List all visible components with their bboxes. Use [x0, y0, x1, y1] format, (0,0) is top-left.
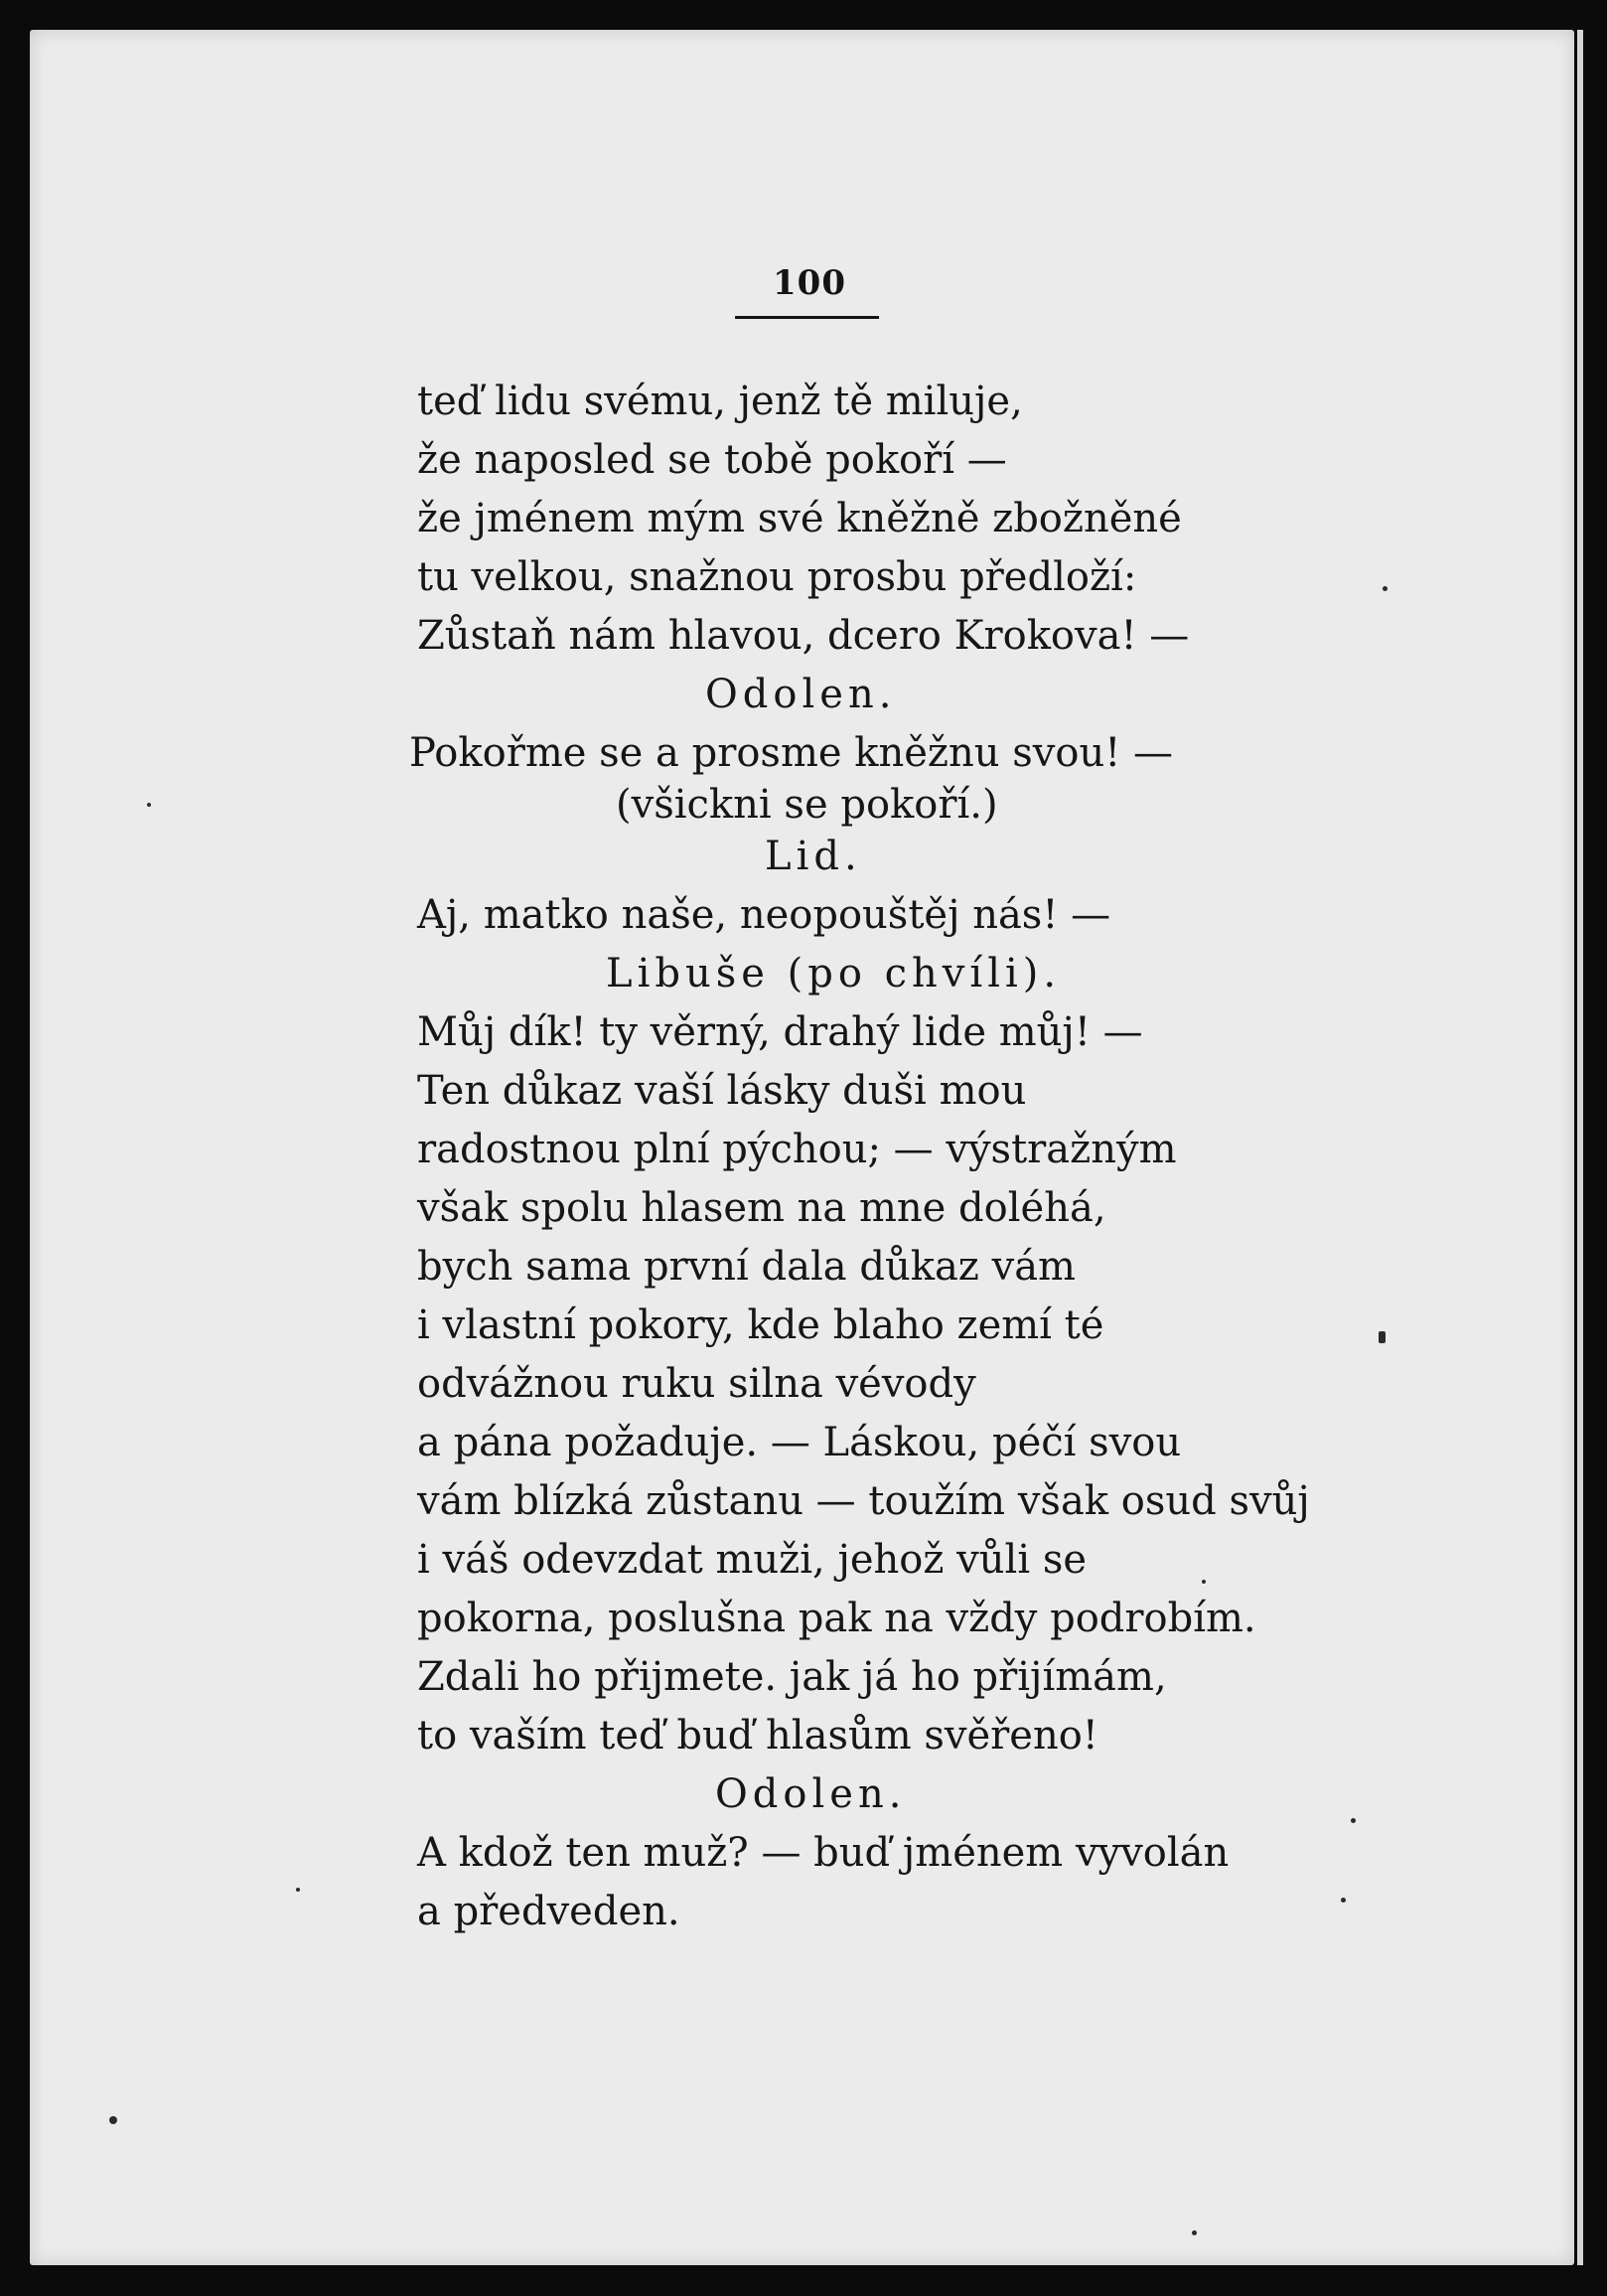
- speaker-name: Libuše (po chvíli).: [606, 951, 1062, 996]
- verse-line: Pokořme se a prosme kněžnu svou! —: [409, 730, 1174, 776]
- stage-direction: (všickni se pokoří.): [616, 782, 998, 828]
- verse-line: teď lidu svému, jenž tě miluje,: [417, 379, 1023, 424]
- speaker-name: Odolen.: [715, 1771, 907, 1817]
- verse-line: A kdož ten muž? — buď jménem vyvolán: [417, 1830, 1230, 1876]
- scan-speck: [109, 2116, 117, 2124]
- scan-speck: [1341, 1898, 1346, 1903]
- speaker-name: Odolen.: [705, 672, 897, 717]
- verse-line: a pána požaduje. — Láskou, péčí svou: [417, 1420, 1182, 1465]
- verse-line: pokorna, poslušna pak na vždy podrobím.: [417, 1596, 1256, 1641]
- verse-line: Zůstaň nám hlavou, dcero Krokova! —: [417, 613, 1190, 659]
- verse-line: že naposled se tobě pokoří —: [417, 437, 1007, 483]
- verse-line: a předveden.: [417, 1889, 680, 1934]
- scan-speck: [1379, 1331, 1386, 1343]
- speaker-name: Lid.: [765, 834, 862, 879]
- verse-line: Zdali ho přijmete. jak já ho přijímám,: [417, 1654, 1167, 1700]
- verse-line: i váš odevzdat muži, jehož vůli se: [417, 1537, 1088, 1583]
- page-number-rule: [735, 316, 879, 319]
- verse-line: Ten důkaz vaší lásky duši mou: [417, 1068, 1027, 1114]
- scan-speck: [147, 803, 151, 807]
- scan-speck: [1192, 2230, 1197, 2235]
- verse-line: odvážnou ruku silna vévody: [417, 1361, 976, 1407]
- verse-line: i vlastní pokory, kde blaho zemí té: [417, 1302, 1104, 1348]
- page-edge: [1577, 30, 1583, 2265]
- scan-speck: [1351, 1818, 1356, 1823]
- scan-speck: [296, 1888, 300, 1892]
- verse-line: Aj, matko naše, neopouštěj nás! —: [417, 892, 1111, 938]
- verse-line: to vaším teď buď hlasům svěřeno!: [417, 1713, 1098, 1759]
- page-number: 100: [773, 263, 846, 303]
- verse-line: Můj dík! ty věrný, drahý lide můj! —: [417, 1009, 1143, 1055]
- verse-line: tu velkou, snažnou prosbu předloží:: [417, 554, 1137, 600]
- verse-line: vám blízká zůstanu — toužím však osud svůj: [417, 1478, 1310, 1524]
- verse-line: bych sama první dala důkaz vám: [417, 1244, 1076, 1290]
- scan-speck: [1202, 1580, 1206, 1584]
- verse-line: že jménem mým své kněžně zbožněné: [417, 496, 1182, 541]
- verse-line: radostnou plní pýchou; — výstražným: [417, 1127, 1177, 1172]
- scan-speck: [1383, 586, 1388, 591]
- verse-line: však spolu hlasem na mne doléhá,: [417, 1185, 1106, 1231]
- drama-text: [409, 373, 1410, 1941]
